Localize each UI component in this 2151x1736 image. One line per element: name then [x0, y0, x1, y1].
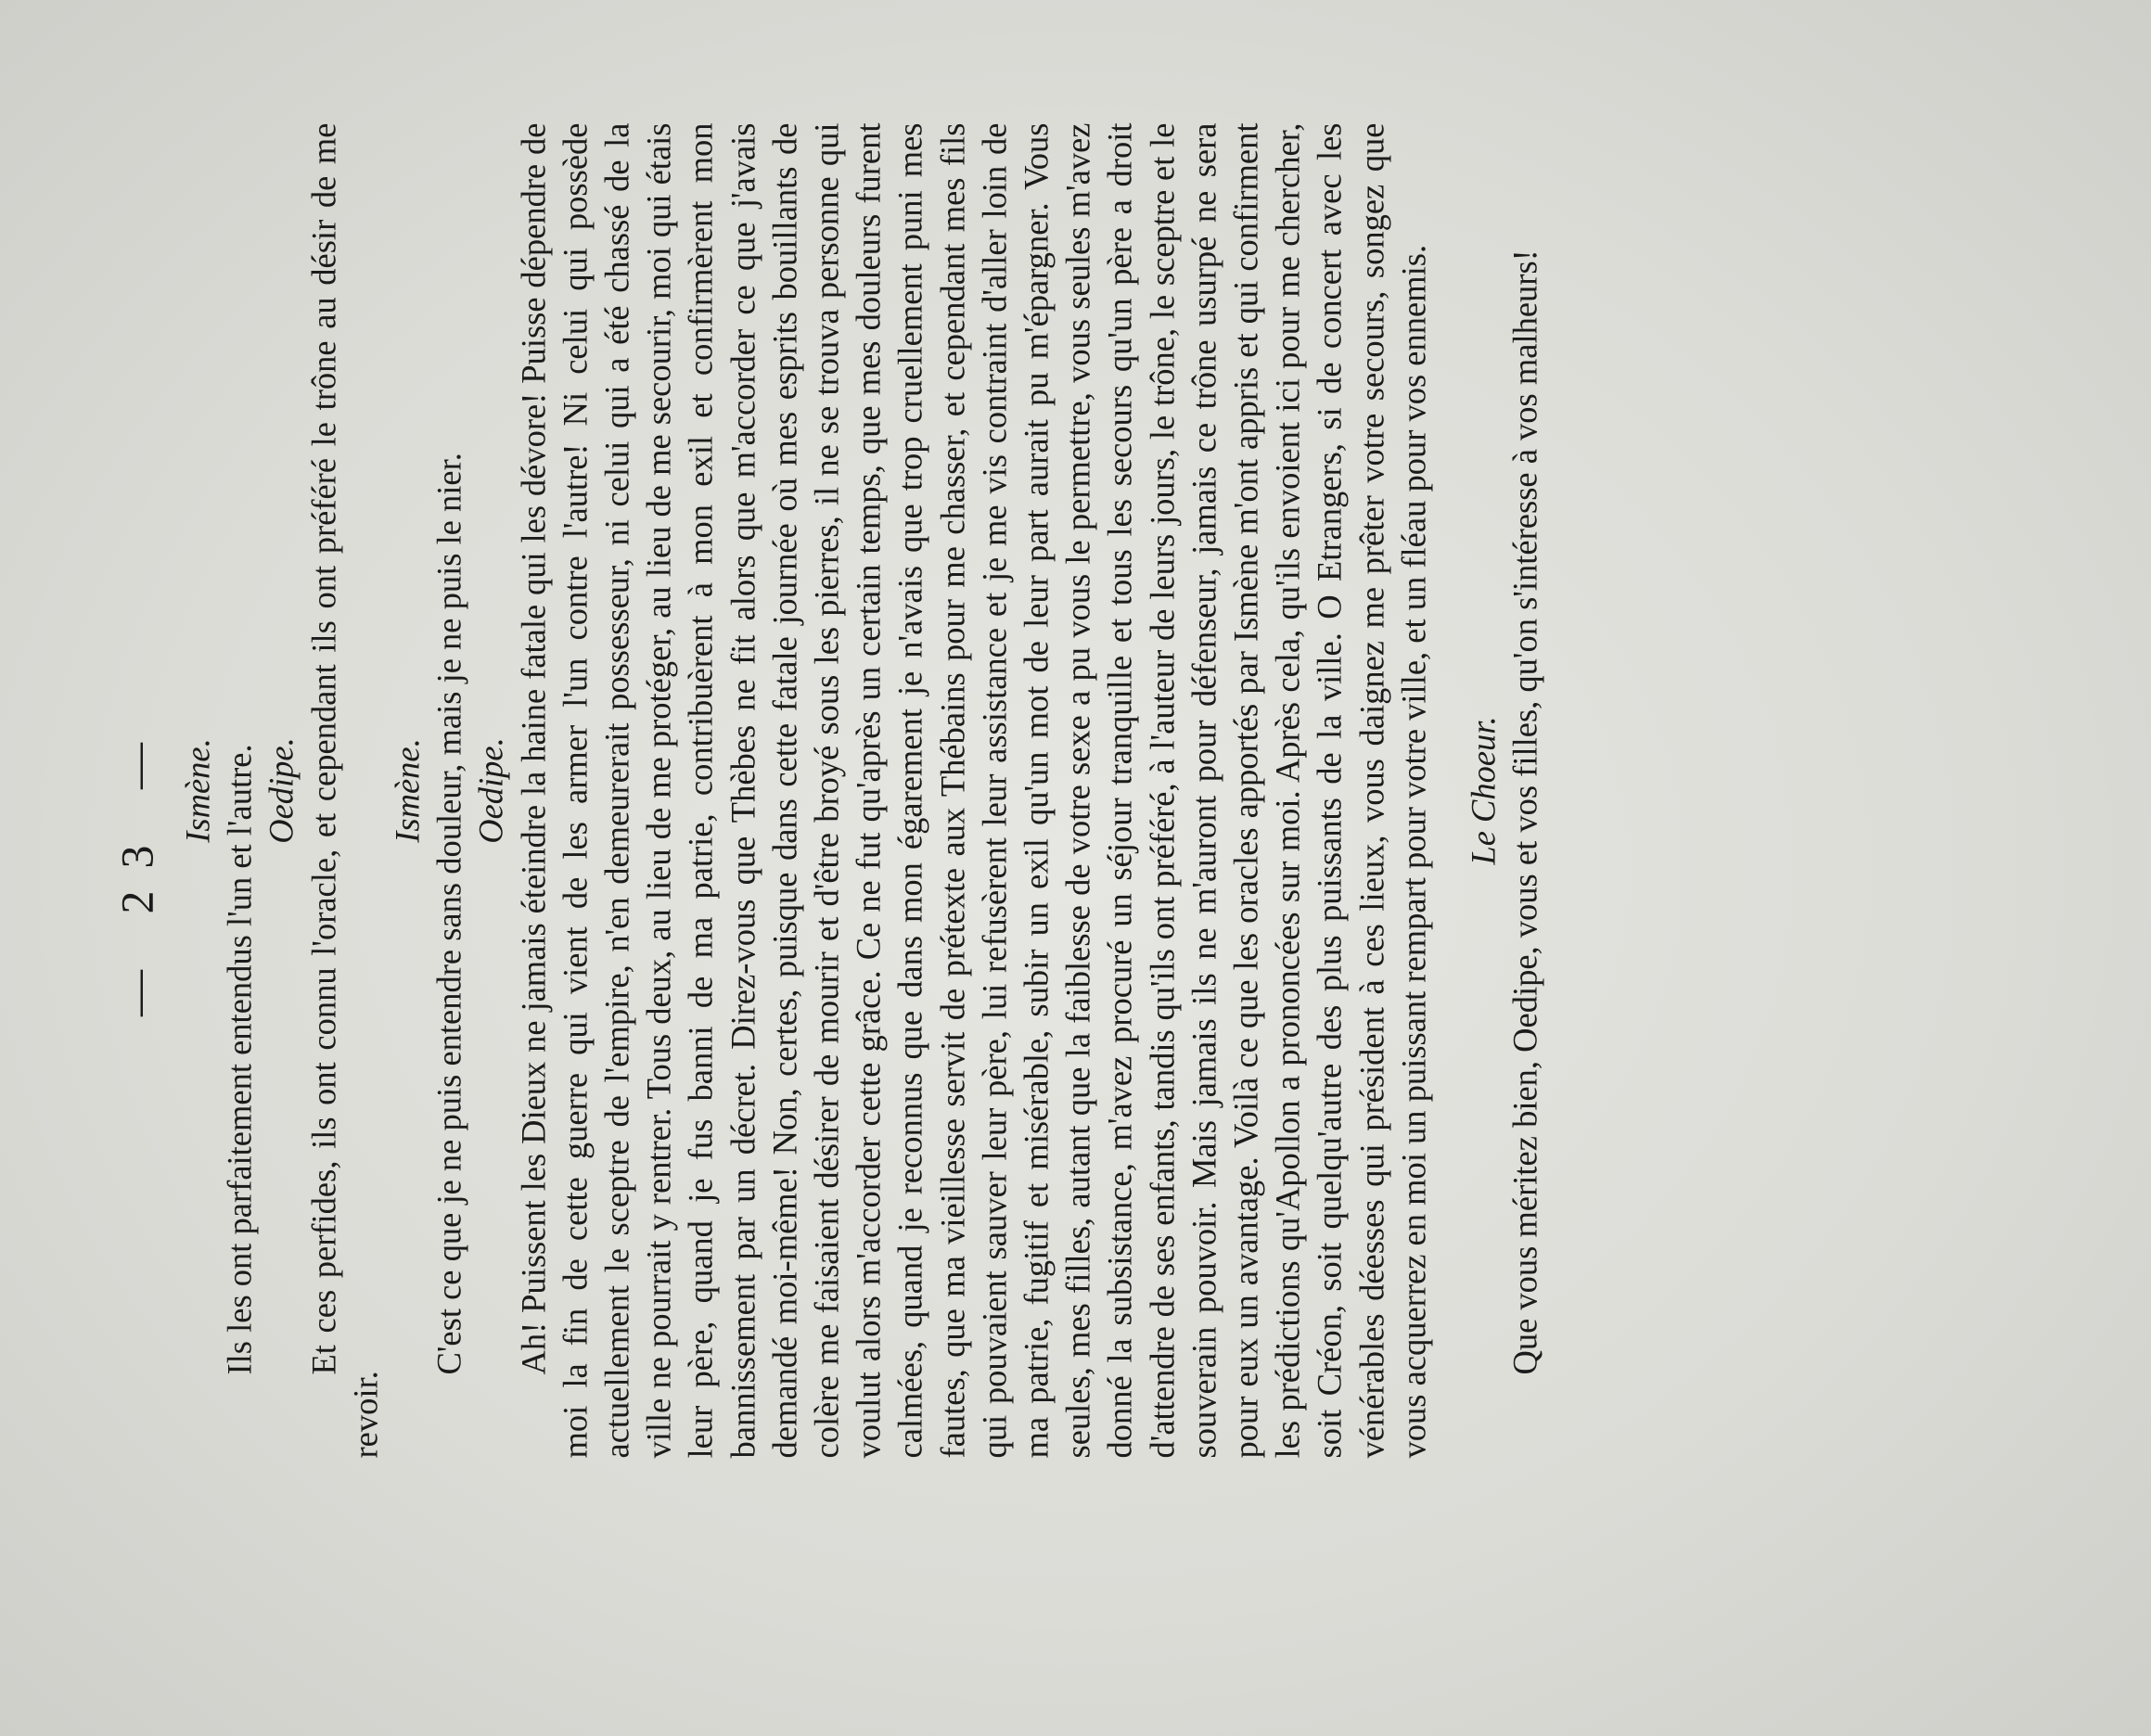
dialogue-paragraph: Ah! Puissent les Dieux ne jamais éteindre la haine fatale qui les dévore! Puisse dépendre de moi la fin de cette guerre qui vient de les armer l'un contre l'autre! Ni celui qui possède actuellement le sceptre de l'empire, n'en demeurerait possesseur, ni celui qui a été chassé de la ville ne pourrait y rentrer. Tous deux, au lieu de me protéger, au lieu de me secourir, moi qui étais leur père, quand je fus banni de ma patrie, contribuèrent à mon exil et confirmèrent mon bannissement par un décret. Direz-vous que Thèbes ne fit alors que m'accorder ce que j'avais demandé moi-même! Non, certes, puisque dans cette fatale journée où mes esprits bouillants de colère me faisaient désirer de mourir et d'être broyé sous les pierres, il ne se trouva personne qui voulut alors m'accorder cette grâce. Ce ne fut qu'après un certain temps, que mes douleurs furent calmées, quand je reconnus que dans mon égarement je n'avais que trop cruellement puni mes fautes, que ma vieillesse servit de prétexte aux Thébains pour me chasser, et cependant mes fils qui pouvaient sauver leur père, lui refusèrent leur assistance et je me vis contraint d'aller loin de ma patrie, fugitif et misérable, subir un exil qu'un mot de leur part aurait pu m'épargner. Vous seules, mes filles, autant que la faiblesse de votre sexe a pu vous le permettre, vous seules m'avez donné la subsistance, m'avez procuré un séjour tranquille et tous les secours qu'un père a droit d'attendre de ses enfants, tandis qu'ils ont préféré, à l'auteur de leurs jours, le trône, le sceptre et le souverain pouvoir. Mais jamais ils ne m'auront pour défenseur, jamais ce trône usurpé ne sera pour eux un avantage. Voilà ce que les oracles apportés par Ismène m'ont appris et qui confirment les prédictions qu'Apollon a prononcées sur moi. Après cela, qu'ils envoient ici pour me chercher, soit Créon, soit quelqu'autre des plus puissants de la ville. O Etrangers, si de concert avec les vénérables déesses qui président à ces lieux, vous daignez me prêter votre secours, songez que vous acquerrez en moi un puissant rempart pour votre ville, et un fléau pour vos ennemis.	[513, 122, 1432, 1458]
speaker-ismene: Ismène.	[178, 737, 216, 843]
dialogue-line: Ils les ont parfaitement entendus l'un et l'autre.	[220, 743, 259, 1374]
dialogue-line: C'est ce que je ne puis entendre sans douleur, mais je ne puis le nier.	[429, 452, 468, 1374]
paragraph-gap	[1434, 122, 1462, 1458]
speaker-oedipe: Oedipe.	[471, 736, 510, 844]
dialogue-line: Que vous méritez bien, Oedipe, vous et vos filles, qu'on s'intéresse à vos malheurs!	[1505, 249, 1544, 1374]
speaker-oedipe: Oedipe.	[262, 736, 301, 844]
page-number-header: — 23 —	[110, 720, 162, 1016]
speaker-choeur: Le Choeur.	[1464, 715, 1503, 865]
dialogue-line: Et ces perfides, ils ont connu l'oracle, et cependant ils ont préféré le trône au désir de me revoir.	[303, 122, 384, 1458]
speaker-ismene: Ismène.	[388, 737, 427, 843]
page-text-body	[176, 122, 1546, 1458]
